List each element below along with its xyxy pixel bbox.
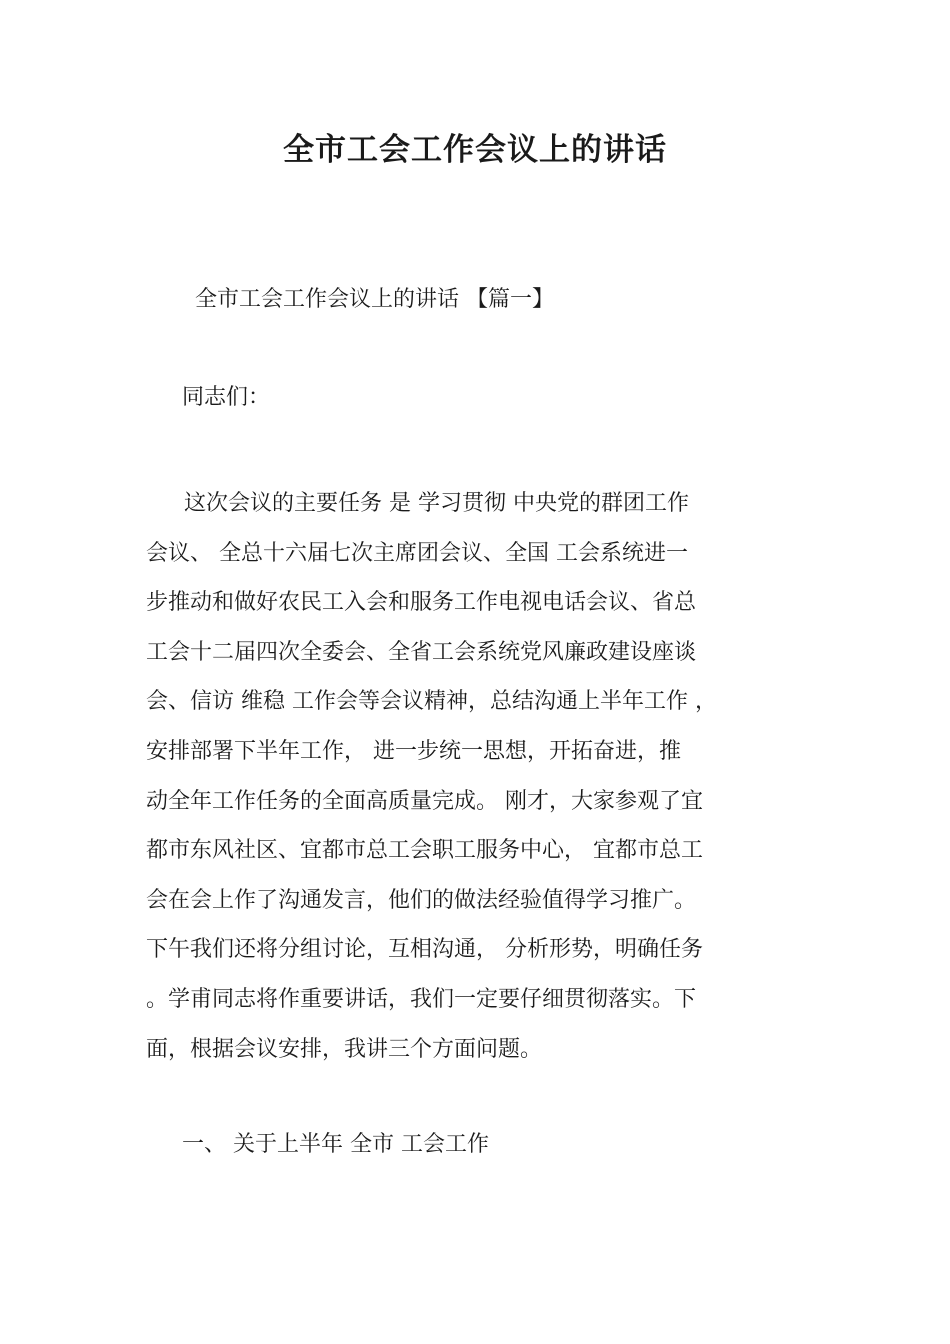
body-line: 下午我们还将分组讨论，互相沟通， 分析形势，明确任务 — [146, 937, 703, 963]
body-line: 这次会议的主要任务 是 学习贯彻 中央党的群团工作 — [184, 491, 689, 516]
body-line: 工会十二届四次全委会、全省工会系统党风廉政建设座谈 — [146, 639, 697, 665]
body-line: 会议、 全总十六届七次主席团会议、全国 工会系统进一 — [146, 540, 688, 566]
body-line: 会、信访 维稳 工作会等会议精神，总结沟通上半年工作 ， — [146, 689, 717, 715]
body-line: 步推动和做好农民工入会和服务工作电视电话会议、省总 — [146, 590, 697, 616]
body-line: 。学甫同志将作重要讲话，我们一定要仔细贯彻落实。下 — [146, 986, 697, 1012]
body-line: 面，根据会议安排，我讲三个方面问题。 — [146, 1036, 543, 1062]
body-line: 安排部署下半年工作， 进一步统一思想，开拓奋进，推 — [146, 738, 681, 764]
body-line: 动全年工作任务的全面高质量完成。 刚才，大家参观了宜 — [146, 788, 703, 814]
section-heading: 一、 关于上半年 全市 工会工作 — [182, 1132, 489, 1157]
document-subtitle: 全市工会工作会议上的讲话 【篇一】 — [195, 287, 554, 312]
body-line: 都市东风社区、宜都市总工会职工服务中心， 宜都市总工 — [146, 838, 703, 864]
body-paragraph — [146, 479, 826, 1074]
document-title: 全市工会工作会议上的讲话 — [283, 132, 667, 168]
salutation: 同志们： — [182, 385, 271, 410]
body-line: 会在会上作了沟通发言，他们的做法经验值得学习推广。 — [146, 887, 697, 913]
